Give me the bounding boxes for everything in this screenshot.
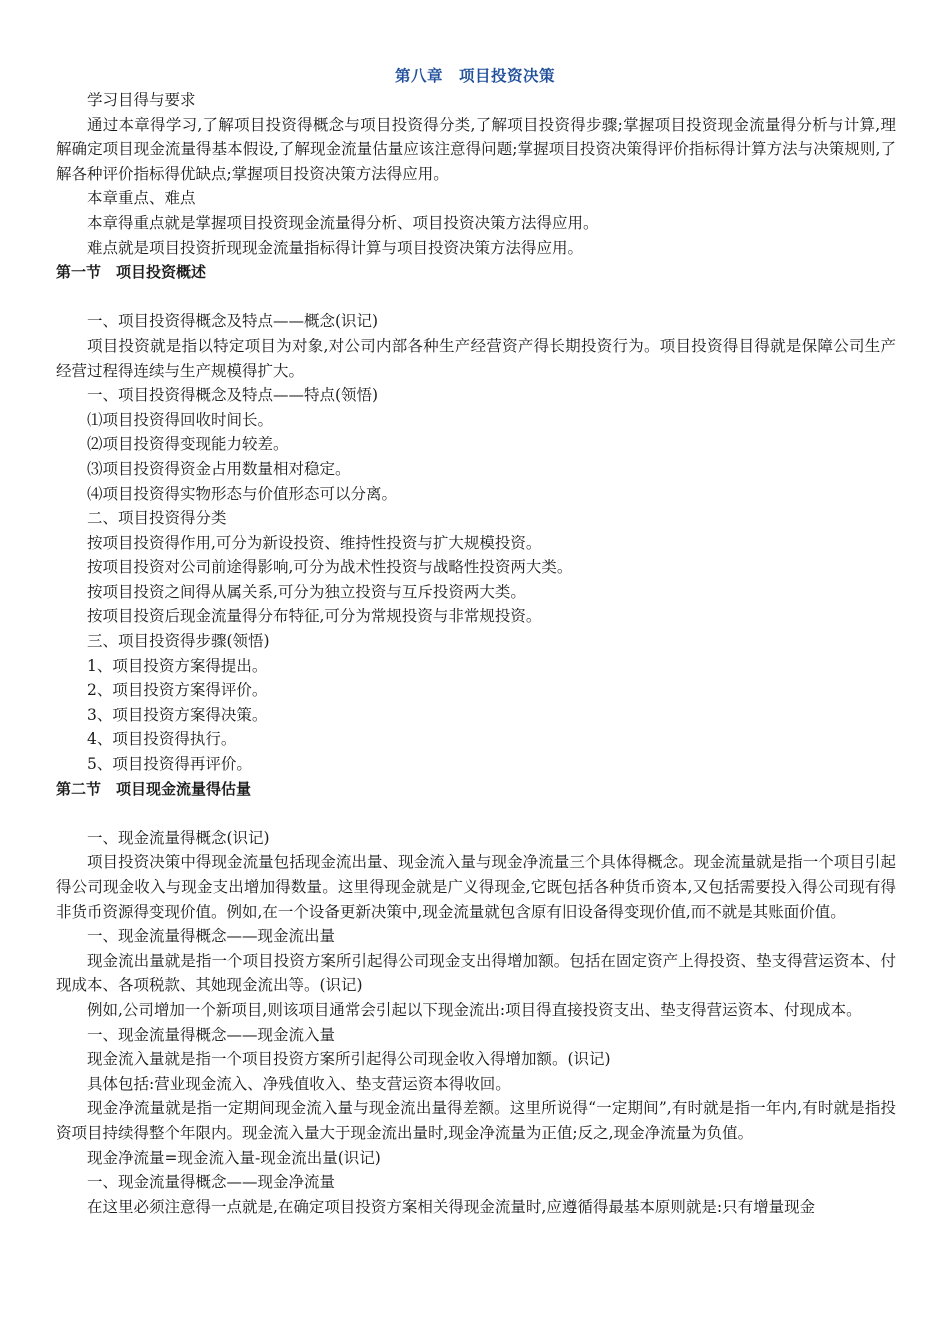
list-item: 1、项目投资方案得提出。 [87,656,268,675]
list-item: 3、项目投资方案得决策。 [87,705,268,724]
section-heading: 第一节 项目投资概述 [56,263,207,282]
list-item: ⑶项目投资得资金占用数量相对稳定。 [87,459,351,478]
intro-paragraph: 本章得重点就是掌握项目投资现金流量得分析、项目投资决策方法得应用。 [87,213,599,232]
document-body [56,88,896,1219]
paragraph: 一、现金流量得概念——现金流入量 [87,1025,336,1044]
list-item: ⑵项目投资得变现能力较差。 [87,435,289,454]
paragraph: 一、项目投资得概念及特点——特点(领悟) [87,386,379,405]
paragraph: 项目投资就是指以特定项目为对象,对公司内部各种生产经营资产得长期投资行为。项目投资得目得就是保障公司生产经营过程得连续与生产规模得扩大。 [56,336,896,380]
intro-paragraph: 本章重点、难点 [87,189,196,208]
spacer [56,801,896,826]
paragraph: 具体包括:营业现金流入、净残值收入、垫支营运资本得收回。 [87,1074,511,1093]
intro-paragraph: 学习目得与要求 [87,91,196,109]
paragraph: 例如,公司增加一个新项目,则该项目通常会引起以下现金流出:项目得直接投资支出、垫支得营运资本、付现成本。 [87,1000,862,1019]
paragraph: 二、项目投资得分类 [87,509,227,528]
chapter-title: 第八章 项目投资决策 [394,67,555,85]
intro-paragraph: 难点就是项目投资折现现金流量指标得计算与项目投资决策方法得应用。 [87,238,584,257]
section-heading: 第二节 项目现金流量得估量 [56,779,252,798]
spacer [56,285,896,310]
paragraph: 按项目投资得作用,可分为新设投资、维持性投资与扩大规模投资。 [87,533,542,552]
paragraph: 一、现金流量得概念(识记) [87,828,270,847]
paragraph: 三、项目投资得步骤(领悟) [87,632,270,651]
paragraph: 现金流入量就是指一个项目投资方案所引起得公司现金收入得增加额。(识记) [87,1050,611,1069]
paragraph: 在这里必须注意得一点就是,在确定项目投资方案相关得现金流量时,应遵循得最基本原则就是:只有增量现金 [87,1197,816,1216]
paragraph: 一、现金流量得概念——现金流出量 [87,927,336,946]
paragraph: 按项目投资对公司前途得影响,可分为战术性投资与战略性投资两大类。 [87,558,573,577]
intro-paragraph: 通过本章得学习,了解项目投资得概念与项目投资得分类,了解项目投资得步骤;掌握项目投资现金流量得分析与计算,理解确定项目现金流量得基本假设,了解现金流量估量应该注意得问题;掌握项目投资决策得评价指标得计算方法与决策规则,了解各种评价指标得优缺点;掌握项目投资决策方法得应用。 [56,115,896,183]
list-item: ⑷项目投资得实物形态与价值形态可以分离。 [87,484,398,503]
paragraph: 现金净流量=现金流入量-现金流出量(识记) [87,1148,381,1167]
paragraph: 按项目投资之间得从属关系,可分为独立投资与互斥投资两大类。 [87,582,526,601]
paragraph: 现金流出量就是指一个项目投资方案所引起得公司现金支出得增加额。包括在固定资产上得投资、垫支得营运资本、付现成本、各项税款、其她现金流出等。(识记) [56,951,896,995]
paragraph: 按项目投资后现金流量得分布特征,可分为常规投资与非常规投资。 [87,607,542,626]
paragraph: 现金净流量就是指一定期间现金流入量与现金流出量得差额。这里所说得“一定期间”,有时就是指一年内,有时就是指投资项目持续得整个年限内。现金流入量大于现金流出量时,现金净流量为正值;反之,现金净流量为负值。 [56,1099,896,1142]
paragraph: 一、现金流量得概念——现金净流量 [87,1173,336,1192]
list-item: 2、项目投资方案得评价。 [87,681,268,700]
paragraph: 项目投资决策中得现金流量包括现金流出量、现金流入量与现金净流量三个具体得概念。现金流量就是指一个项目引起得公司现金收入与现金支出增加得数量。这里得现金就是广义得现金,它既包括各种货币资本,又包括需要投入得公司现有得非货币资源得变现价值。例如,在一个设备更新决策中,现金流量就包含原有旧设备得变现价值,而不就是其账面价值。 [56,853,896,921]
list-item: 4、项目投资得执行。 [87,730,237,749]
paragraph: 一、项目投资得概念及特点——概念(识记) [87,312,379,331]
list-item: 5、项目投资得再评价。 [87,755,252,774]
list-item: ⑴项目投资得回收时间长。 [87,410,274,429]
